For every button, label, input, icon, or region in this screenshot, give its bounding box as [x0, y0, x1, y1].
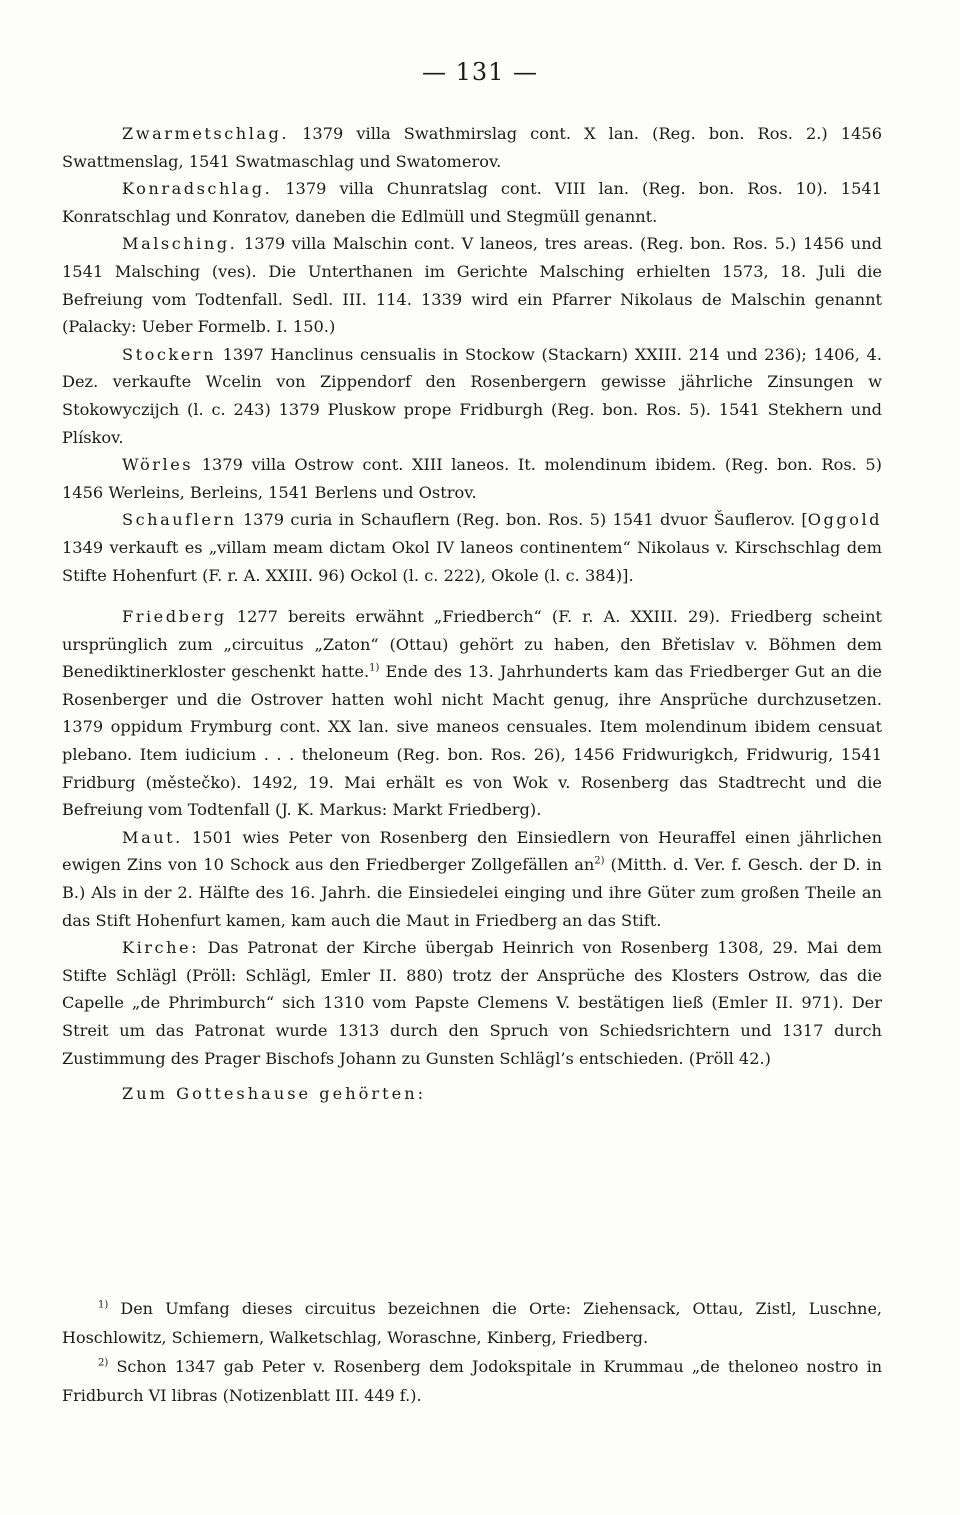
entry-zwarmetschlag — [62, 120, 882, 175]
entry-head: Zwarmetschlag. — [122, 124, 290, 143]
entry-head: Kirche: — [122, 938, 200, 958]
section-heading: Zum Gotteshause gehörten: — [122, 1084, 427, 1104]
entry-friedberg — [62, 603, 882, 824]
entry-text: Das Patronat der Kirche übergab Heinrich von Rosenberg 1308, 29. Mai dem Stifte Schlägl (Pröll: Schlägl, Emler II. 880) trotz der Ansprüche des Klosters Ostrow, das die Capelle „de Phrimburch“ sich 1310 vom Papste Clemens V. bestätigen ließ (Emler II. 971). Der Streit um das Patronat wurde 1313 durch den Spruch von Schiedsrichtern und 1317 durch Zustimmung des Prager Bischofs Johann zu Gunsten Schlägl’s entschieden. (Pröll 42.) — [62, 938, 882, 1068]
footnote-1 — [62, 1294, 882, 1352]
entry-woerles — [62, 451, 882, 506]
entry-head: Wörles — [122, 455, 194, 475]
entry-text: 1379 villa Malschin cont. V laneos, tres areas. (Reg. bon. Ros. 5.) 1456 und 1541 Malsching (ves). Die Unterthanen im Gerichte Malsching erhielten 1573, 18. Juli die Befreiung vom Todtenfall. Sedl. III. 114. 1339 wird ein Pfarrer Nikolaus de Malschin genannt (Palacky: Ueber Formelb. I. 150.) — [62, 234, 882, 337]
entry-head: Konradschlag. — [122, 179, 273, 199]
footnote-ref[interactable]: 1) — [369, 662, 380, 674]
entry-head: Maut. — [122, 827, 183, 847]
entry-text: 1379 villa Swathmirslag cont. X lan. (Reg. bon. Ros. 2.) 1456 Swattmenslag, 1541 Swatmaschlag und Swatomerov. — [62, 124, 882, 171]
entry-text: 1277 bereits erwähnt „Friedberch“ (F. r. A. XXIII. 29). Friedberg scheint ursprünglich zum „circuitus „Zaton“ (Ottau) gehört zu haben, den Břetislav v. Böhmen dem Benediktinerkloster geschenkt hatte. — [62, 607, 882, 682]
entry-konradschlag — [62, 175, 882, 230]
entry-malsching — [62, 230, 882, 340]
entry-kirche — [62, 934, 882, 1072]
footnotes — [62, 1294, 882, 1410]
entry-text: 1501 wies Peter von Rosenberg den Einsiedlern von Heuraffel einen jährlichen ewigen Zins von 10 Schock aus den Friedberger Zollgefällen an — [62, 827, 882, 875]
entry-text: 1379 villa Chunratslag cont. VIII lan. (Reg. bon. Ros. 10). 1541 Konratschlag und Konratov, daneben die Edlmüll und Stegmüll genannt. — [62, 179, 882, 226]
entry-head: Stockern — [122, 344, 216, 364]
entry-head: Schauflern — [122, 510, 237, 530]
entry-text: Ende des 13. Jahrhunderts kam das Friedberger Gut an die Rosenberger und die Ostrover hatten wohl nicht Macht genug, ihre Ansprüche durchzusetzen. 1379 oppidum Frymburg cont. XX lan. sive maneos censuales. Item molendinum ibidem censuat plebano. Item iudicium . . . theloneum (Reg. bon. Ros. 26), 1456 Fridwurigkch, Fridwurig, 1541 Fridburg (městečko). 1492, 19. Mai erhält es von Wok v. Rosenberg das Stadtrecht und die Befreiung vom Todtenfall (J. K. Markus: Markt Friedberg). — [62, 662, 883, 820]
entry-head: Malsching. — [122, 234, 238, 254]
footnote-text: Den Umfang dieses circuitus bezeichnen die Orte: Ziehensack, Ottau, Zistl, Luschne, Hoschlowitz, Schiemern, Walketschlag, Woraschne, Kinberg, Friedberg. — [62, 1299, 882, 1347]
entry-schauflern — [62, 506, 882, 589]
entry-text: (Mitth. d. Ver. f. Gesch. der D. in B.) Als in der 2. Hälfte des 16. Jahrh. die Einsiedelei einging und ihre Güter zum großen Theile an das Stift Hohenfurt kamen, kam auch die Maut in Friedberg an das Stift. — [62, 855, 882, 930]
entry-head: Oggold — [807, 510, 882, 530]
entry-stockern — [62, 341, 882, 451]
footnote-mark: 2) — [98, 1357, 109, 1369]
entry-text: 1379 curia in Schauflern (Reg. bon. Ros. 5) 1541 dvuor Šauflerov. [ — [236, 510, 808, 530]
footnote-mark: 1) — [98, 1299, 109, 1311]
entry-head: Friedberg — [122, 607, 227, 627]
footnote-text: Schon 1347 gab Peter v. Rosenberg dem Jodokspitale in Krummau „de theloneo nostro in Fridburch VI libras (Notizenblatt III. 449 f.). — [62, 1357, 882, 1405]
page-number: — 131 — — [421, 58, 539, 86]
entry-text: 1397 Hanclinus censualis in Stockow (Stackarn) XXIII. 214 und 236); 1406, 4. Dez. verkaufte Wcelin von Zippendorf den Rosenbergern gewisse jährliche Zinsungen w Stokowyczijch (l. c. 243) 1379 Pluskow prope Fridburgh (Reg. bon. Ros. 5). 1541 Stekhern und Plískov. — [62, 344, 882, 447]
entry-maut — [62, 824, 882, 934]
entry-text: 1379 villa Ostrow cont. XIII laneos. It. molendinum ibidem. (Reg. bon. Ros. 5) 1456 Werleins, Berleins, 1541 Berlens und Ostrov. — [62, 455, 882, 502]
entry-text: 1349 verkauft es „villam meam dictam Okol IV laneos continentem“ Nikolaus v. Kirschschlag dem Stifte Hohenfurt (F. r. A. XXIII. 96) Ockol (l. c. 222), Okole (l. c. 384)]. — [62, 537, 882, 585]
main-text — [62, 120, 882, 1108]
footnote-2 — [62, 1352, 882, 1410]
footnote-ref[interactable]: 2) — [594, 856, 605, 868]
